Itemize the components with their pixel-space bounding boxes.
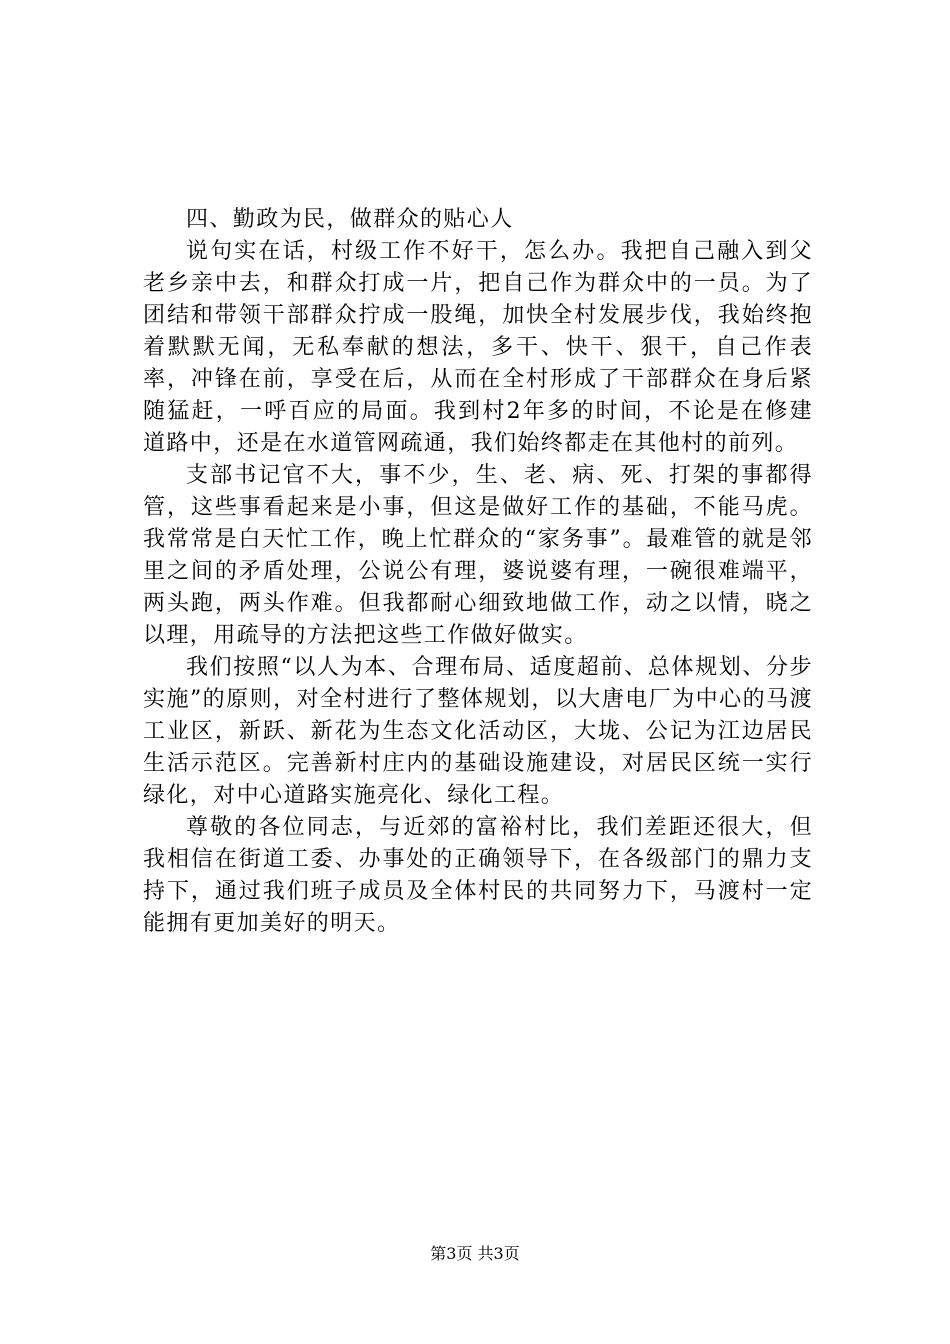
page-footer: 第3页 共3页: [430, 1244, 520, 1263]
paragraph-1: 说句实在话，村级工作不好干，怎么办。我把自己融入到父老乡亲中去，和群众打成一片，把自己作为群众中的一员。为了团结和带领干部群众拧成一股绳，加快全村发展步伐，我始终抱着默默无闻，无私奉献的想法，多干、快干、狠干，自己作表率，冲锋在前，享受在后，从而在全村形成了干部群众在身后紧随猛赶，一呼百应的局面。我到村2年多的时间，不论是在修建道路中，还是在水道管网疏通，我们始终都走在其他村的前列。: [143, 239, 813, 456]
paragraph-3: 我们按照“以人为本、合理布局、适度超前、总体规划、分步实施”的原则，对全村进行了整体规划，以大唐电厂为中心的马渡工业区，新跃、新花为生态文化活动区，大垅、公记为江边居民生活示范区。完善新村庄内的基础设施建设，对居民区统一实行绿化，对中心道路实施亮化、绿化工程。: [143, 655, 813, 808]
section-heading: 四、勤政为民，做群众的贴心人: [186, 207, 514, 232]
paragraph-2: 支部书记官不大，事不少，生、老、病、死、打架的事都得管，这些事看起来是小事，但这是做好工作的基础，不能马虎。我常常是白天忙工作，晚上忙群众的“家务事”。最难管的就是邻里之间的矛盾处理，公说公有理，婆说婆有理，一碗很难端平，两头跑，两头作难。但我都耐心细致地做工作，动之以情，晓之以理，用疏导的方法把这些工作做好做实。: [143, 463, 813, 648]
document-body: [143, 204, 813, 940]
paragraph-4: 尊敬的各位同志，与近郊的富裕村比，我们差距还很大，但我相信在街道工委、办事处的正确领导下，在各级部门的鼎力支持下，通过我们班子成员及全体村民的共同努力下，马渡村一定能拥有更加美好的明天。: [143, 815, 813, 936]
